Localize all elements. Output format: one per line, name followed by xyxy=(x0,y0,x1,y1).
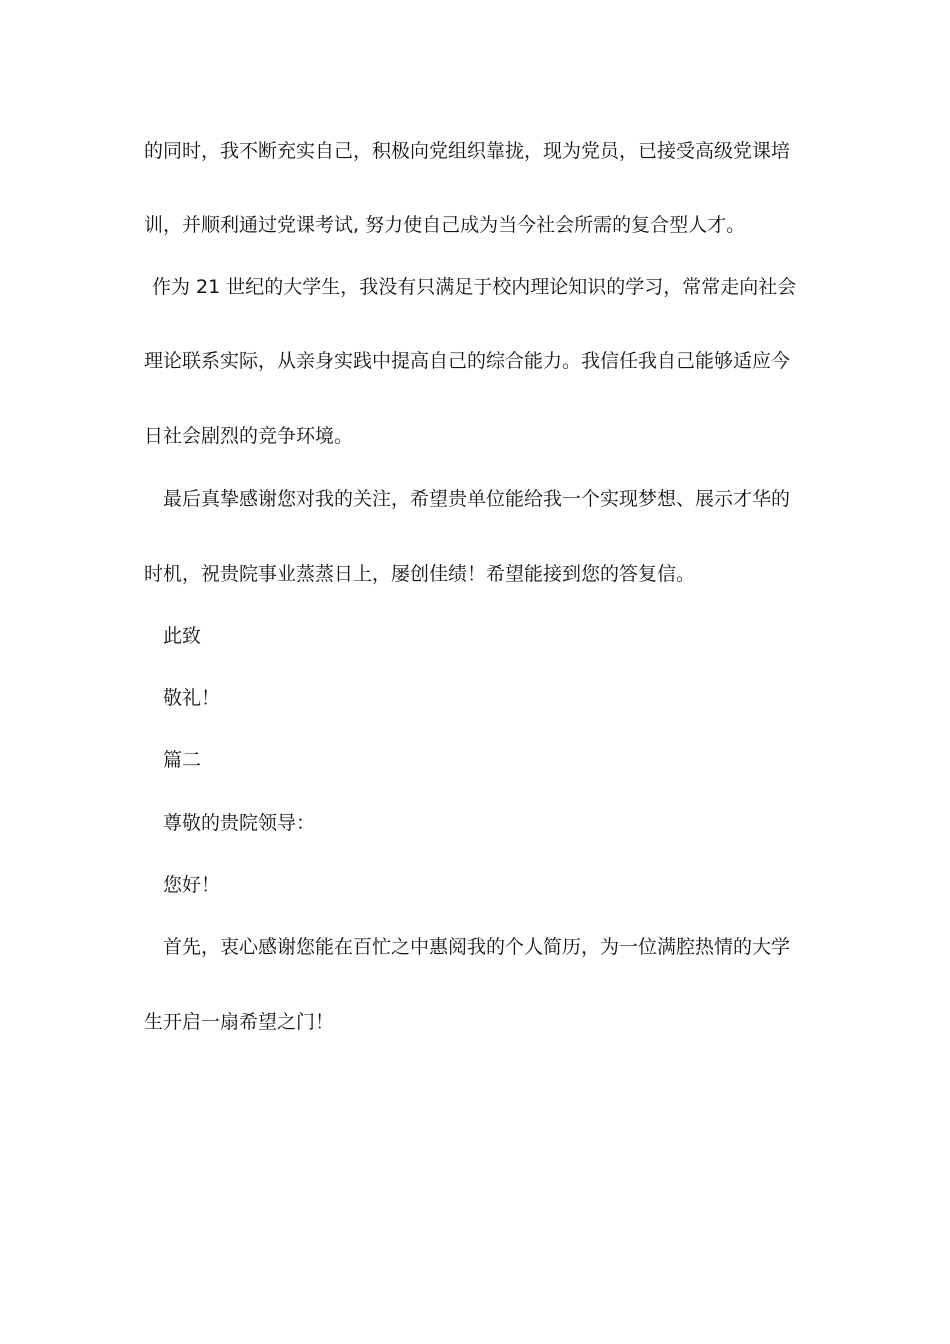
paragraph-line-1: 的同时，我不断充实自己，积极向党组织靠拢，现为党员，已接受高级党课培 xyxy=(144,140,791,162)
section-heading: 篇二 xyxy=(163,749,202,771)
paragraph-line-6: 最后真挚感谢您对我的关注，希望贵单位能给我一个实现梦想、展示才华的 xyxy=(163,488,791,510)
paragraph-line-3: 作为 21 世纪的大学生，我没有只满足于校内理论知识的学习，常常走向社会 xyxy=(152,276,797,298)
paragraph-line-5: 日社会剧烈的竞争环境。 xyxy=(144,425,354,447)
salutation-line: 尊敬的贵院领导： xyxy=(163,812,316,834)
paragraph-line-13: 首先，衷心感谢您能在百忙之中惠阅我的个人简历，为一位满腔热情的大学 xyxy=(163,936,791,958)
greeting-line: 您好！ xyxy=(163,874,221,896)
closing-line-1: 此致 xyxy=(163,625,202,647)
paragraph-line-2: 训，并顺利通过党课考试, 努力使自己成为当今社会所需的复合型人才。 xyxy=(144,214,746,236)
paragraph-line-4: 理论联系实际，从亲身实践中提高自己的综合能力。我信任我自己能够适应今 xyxy=(144,350,791,372)
paragraph-line-14: 生开启一扇希望之门！ xyxy=(144,1011,335,1033)
closing-line-2: 敬礼！ xyxy=(163,687,221,709)
paragraph-line-7: 时机，祝贵院事业蒸蒸日上，屡创佳绩！希望能接到您的答复信。 xyxy=(144,563,696,585)
